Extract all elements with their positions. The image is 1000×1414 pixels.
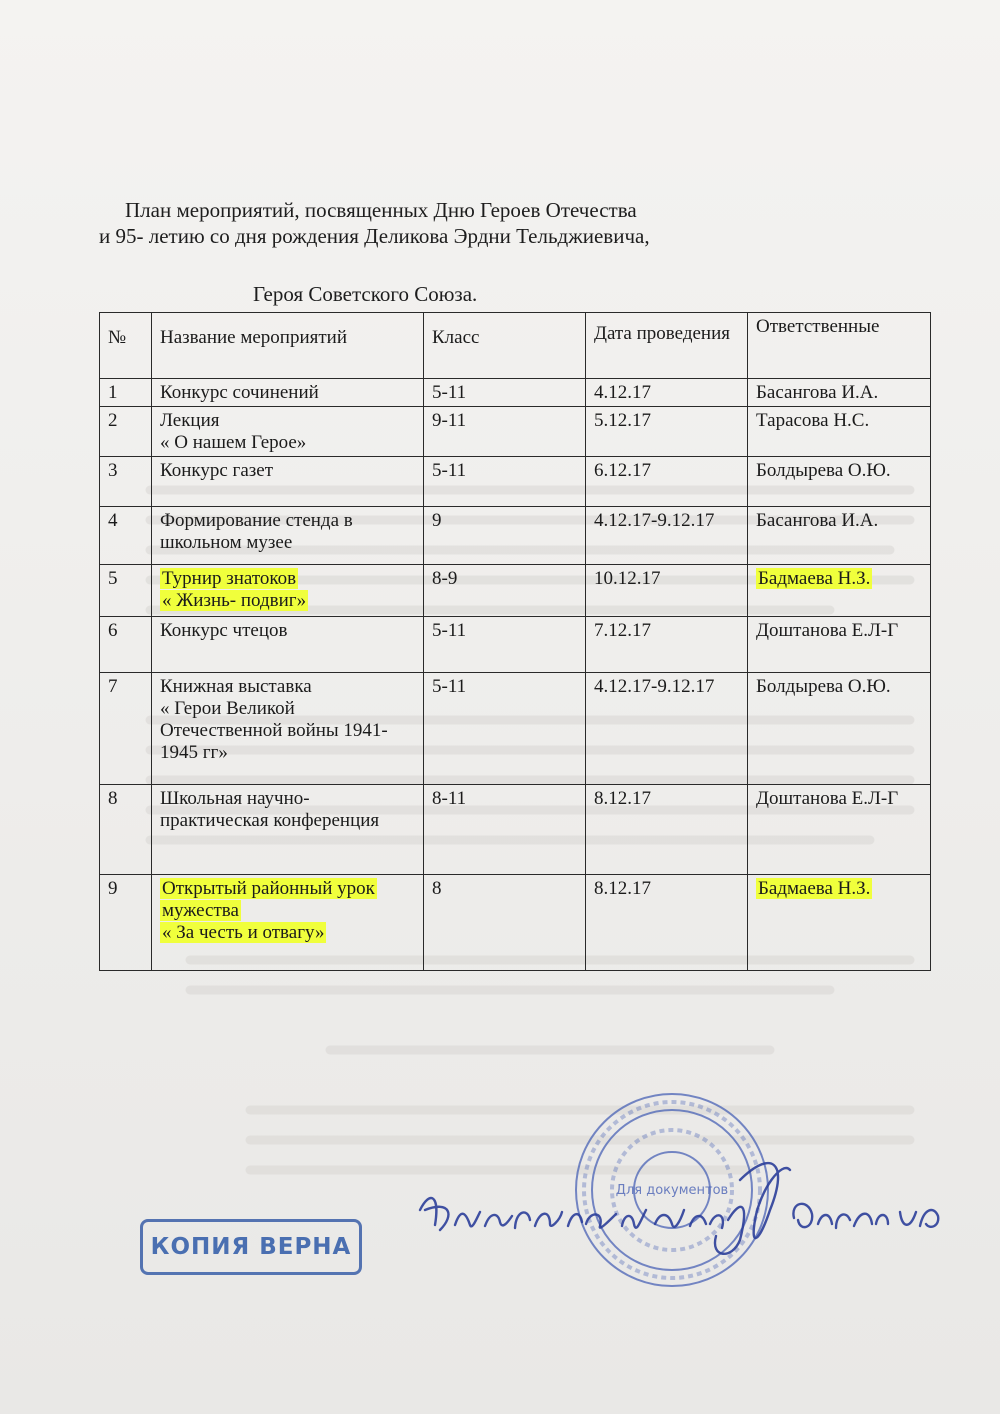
event-date-cell: [586, 407, 748, 457]
class-range-cell: [424, 673, 586, 785]
class-range-cell: [424, 457, 586, 507]
header-number: №: [100, 313, 152, 379]
event-date-cell: [586, 379, 748, 407]
event-name-cell: [152, 785, 424, 875]
table-row: [100, 785, 931, 875]
event-date-cell: [586, 507, 748, 565]
event-name-cell: [152, 507, 424, 565]
responsible-person: Болдырева О.Ю.: [756, 676, 891, 697]
responsible-person-cell: [748, 379, 931, 407]
responsible-person-cell: [748, 507, 931, 565]
table-row: [100, 379, 931, 407]
responsible-person: Бадмаева Н.З.: [758, 568, 871, 589]
class-range: 8-9: [432, 568, 458, 589]
class-range-cell: [424, 785, 586, 875]
responsible-person-cell: [748, 785, 931, 875]
responsible-person-cell: [748, 457, 931, 507]
event-name: Лекция « О нашем Герое»: [160, 410, 307, 453]
class-range: 9: [432, 510, 442, 531]
row-number-cell: [100, 565, 152, 617]
event-name: Формирование стенда в школьном музее: [160, 510, 353, 553]
event-name-cell: [152, 407, 424, 457]
class-range-cell: [424, 407, 586, 457]
class-range: 8: [432, 878, 442, 899]
event-date-cell: [586, 785, 748, 875]
responsible-person: Басангова И.А.: [756, 510, 879, 531]
table-row: [100, 457, 931, 507]
responsible-person: Бадмаева Н.З.: [758, 878, 871, 899]
table-row: [100, 565, 931, 617]
responsible-person-cell: [748, 407, 931, 457]
class-range-cell: [424, 379, 586, 407]
event-name-cell: [152, 673, 424, 785]
event-date-cell: [586, 875, 748, 971]
event-date: 4.12.17-9.12.17: [594, 676, 715, 697]
title-line-1: План мероприятий, посвященных Дню Героев Отечества: [125, 198, 637, 222]
event-date: 6.12.17: [594, 460, 651, 481]
row-number-cell: [100, 673, 152, 785]
class-range-cell: [424, 565, 586, 617]
copy-verified-stamp: [140, 1219, 362, 1275]
row-number-cell: [100, 379, 152, 407]
event-name-cell: [152, 565, 424, 617]
responsible-person: Доштанова Е.Л-Г: [756, 788, 899, 809]
table-row: [100, 407, 931, 457]
class-range: 5-11: [432, 460, 467, 481]
responsible-person-cell: [748, 565, 931, 617]
class-range: 8-11: [432, 788, 467, 809]
class-range-cell: [424, 507, 586, 565]
event-name-cell: [152, 875, 424, 971]
header-event-name: Название мероприятий: [152, 313, 424, 379]
class-range: 5-11: [432, 620, 467, 641]
seal-inner-text: Для документов: [615, 1183, 729, 1198]
event-date-cell: [586, 673, 748, 785]
table-body: [100, 379, 931, 971]
responsible-person: Тарасова Н.С.: [756, 410, 870, 431]
table-row: [100, 617, 931, 673]
event-date: 8.12.17: [594, 788, 651, 809]
event-date: 5.12.17: [594, 410, 651, 431]
title-line-2: и 95- летию со дня рождения Деликова Эрдни Тельджиевича,: [99, 224, 650, 248]
row-number-cell: [100, 785, 152, 875]
table-header-row: [100, 313, 931, 379]
director-signature: [410, 1140, 950, 1270]
event-name: Книжная выставка « Герои Великой Отечественной войны 1941-1945 гг»: [160, 676, 388, 763]
responsible-person: Басангова И.А.: [756, 382, 879, 403]
event-date: 8.12.17: [594, 878, 651, 899]
class-range: 5-11: [432, 382, 467, 403]
title-line-3: Героя Советского Союза.: [253, 282, 478, 306]
event-date: 4.12.17-9.12.17: [594, 510, 715, 531]
row-number-cell: [100, 407, 152, 457]
responsible-person-cell: [748, 673, 931, 785]
header-class: Класс: [424, 313, 586, 379]
event-name: Открытый районный урок мужества « За честь и отвагу»: [162, 878, 375, 943]
events-table: [99, 312, 931, 971]
row-number: 8: [108, 788, 118, 809]
class-range: 9-11: [432, 410, 467, 431]
row-number-cell: [100, 875, 152, 971]
responsible-person: Болдырева О.Ю.: [756, 460, 891, 481]
class-range-cell: [424, 617, 586, 673]
responsible-person-cell: [748, 617, 931, 673]
row-number: 9: [108, 878, 118, 899]
row-number: 7: [108, 676, 118, 697]
event-name: Школьная научно-практическая конференция: [160, 788, 380, 831]
row-number: 1: [108, 382, 118, 403]
event-name: Конкурс газет: [160, 460, 274, 481]
row-number: 3: [108, 460, 118, 481]
event-name: Конкурс сочинений: [160, 382, 319, 403]
event-name-cell: [152, 379, 424, 407]
responsible-person: Доштанова Е.Л-Г: [756, 620, 899, 641]
event-name-cell: [152, 457, 424, 507]
row-number-cell: [100, 507, 152, 565]
row-number: 2: [108, 410, 118, 431]
table-row: [100, 507, 931, 565]
table-row: [100, 673, 931, 785]
event-date: 4.12.17: [594, 382, 651, 403]
class-range: 5-11: [432, 676, 467, 697]
event-date-cell: [586, 457, 748, 507]
row-number: 4: [108, 510, 118, 531]
responsible-person-cell: [748, 875, 931, 971]
header-responsible: Ответственные: [748, 313, 931, 379]
event-date-cell: [586, 617, 748, 673]
event-date: 7.12.17: [594, 620, 651, 641]
row-number-cell: [100, 617, 152, 673]
event-name: Конкурс чтецов: [160, 620, 288, 641]
event-name: Турнир знатоков « Жизнь- подвиг»: [162, 568, 307, 611]
row-number: 5: [108, 568, 118, 589]
row-number: 6: [108, 620, 118, 641]
class-range-cell: [424, 875, 586, 971]
event-date: 10.12.17: [594, 568, 661, 589]
table-row: [100, 875, 931, 971]
row-number-cell: [100, 457, 152, 507]
event-name-cell: [152, 617, 424, 673]
event-date-cell: [586, 565, 748, 617]
header-date: Дата проведения: [586, 313, 748, 379]
stamp-text: КОПИЯ ВЕРНА: [150, 1234, 352, 1260]
